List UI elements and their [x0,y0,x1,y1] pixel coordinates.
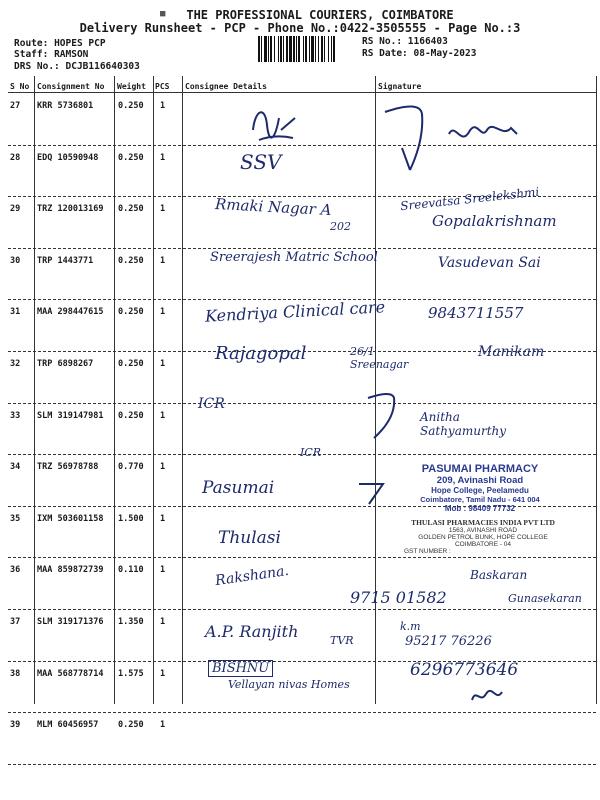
stamp-line: GST NUMBER : [404,548,451,555]
rs-no-label: RS No.: [362,36,403,47]
document-title: THE PROFESSIONAL COURIERS, COIMBATORE [186,8,454,22]
row-pcs: 1 [160,462,166,473]
handwritten-consignee-36: Thulasi [218,528,281,548]
row-consignment-number: MAA 568778714 [37,668,104,679]
drs-label: DRS No.: [14,61,60,72]
handwritten-consignee-32: Rajagopal [215,343,307,364]
stamp-line: 1563, AVINASHI ROAD [448,527,518,534]
signature-scribble [380,100,440,180]
handwritten-note-38: TVR [330,634,354,647]
barcode-bar [311,36,314,62]
handwritten-consignee-29: Rmaki Nagar A [214,194,332,220]
row-serial-number: 33 [10,410,21,421]
barcode [258,36,358,62]
row-serial-number: 38 [10,668,21,679]
row-pcs: 1 [160,720,166,731]
row-consignment-number: EDQ 10590948 [37,152,99,163]
row-pcs: 1 [160,410,166,421]
col-header-consignee: Consignee Details [185,82,267,91]
handwritten-phone-37: 9715 01582 [350,588,447,607]
handwritten-phone-31: 9843711557 [428,304,524,322]
row-serial-number: 32 [10,359,21,369]
row-pcs: 1 [160,617,166,627]
handwritten-signature-34: Anitha Sathyamurthy [420,410,507,438]
staff-line [14,49,88,60]
row-separator [8,609,596,610]
row-weight: 0.250 [118,101,144,111]
row-weight: 1.350 [118,617,144,627]
barcode-bar [283,36,284,62]
row-weight: 0.250 [118,720,144,731]
handwritten-consignee-35: Pasumai [202,478,275,498]
document-subtitle: Delivery Runsheet - PCP - Phone No.:0422-3505555 - Page No.:3 [79,21,521,35]
barcode-bar [298,36,300,62]
handwritten-signature-29b: Gopalakrishnam [432,212,557,230]
barcode-bar [305,36,307,62]
row-consignment-number: TRP 6898267 [37,359,94,369]
drs-line [14,61,140,72]
stamp-line: Hope College, Peelamedu [431,486,529,495]
handwritten-consignee-39: BISHNU [208,660,273,677]
handwritten-signature-37: Baskaran [470,568,528,582]
delivery-table [8,76,598,731]
barcode-bar [278,36,279,62]
route-value: HOPES PCP [54,38,106,49]
handwritten-note-29: 202 [330,220,351,233]
row-serial-number: 36 [10,565,21,576]
stamp-name: PASUMAI PHARMACY [421,463,539,475]
barcode-bar [321,36,323,62]
barcode-bar [270,36,272,62]
row-separator [8,403,596,404]
row-separator [8,248,596,249]
route-label: Route: [14,38,49,49]
col-header-signature: Signature [378,82,422,91]
staff-value: RAMSON [54,49,89,60]
handwritten-consignee-30: Sreerajesh Matric School [210,250,378,265]
row-weight: 0.250 [118,307,144,318]
barcode-bar [280,36,282,62]
handwritten-consignee-34: ICR [300,446,322,459]
signature-scribble [360,388,420,448]
row-consignment-number: MAA 298447615 [37,307,104,318]
rs-date-label: RS Date: [362,48,408,59]
barcode-bar [333,36,335,62]
thulasi-pharmacies-stamp [378,518,588,555]
row-consignment-number: SLM 319171376 [37,617,104,627]
barcode-bar [268,36,269,62]
handwritten-note-32: 26/1 Sreenagar [350,345,409,371]
staff-label: Staff: [14,49,49,60]
row-consignment-number: TRZ 56978788 [37,462,99,473]
col-header-sno: S No [10,82,30,91]
row-weight: 0.250 [118,152,144,163]
barcode-bar [309,36,310,62]
row-weight: 0.770 [118,462,144,473]
row-serial-number: 31 [10,307,21,318]
barcode-bar [261,36,262,62]
stamp-line: Mob : 98409 77732 [444,504,516,513]
barcode-bar [331,36,332,62]
barcode-bar [318,36,319,62]
stamp-line: COIMBATORE - 04 [454,541,512,548]
row-separator [8,557,596,558]
row-weight: 0.110 [118,565,144,576]
barcode-bar [258,36,260,62]
row-pcs: 1 [160,255,166,266]
handwritten-consignee-28: SSV [240,150,282,174]
row-pcs: 1 [160,565,166,576]
handwritten-consignee-38: A.P. Ranjith [205,622,299,641]
row-pcs: 1 [160,307,166,318]
col-header-weight: Weight [117,82,146,91]
row-weight: 0.250 [118,359,144,369]
row-serial-number: 30 [10,255,21,266]
row-serial-number: 34 [10,462,21,473]
header-rule [8,92,596,93]
rs-no-line [362,36,448,47]
signature-scribble [468,686,508,706]
row-separator [8,764,596,765]
row-consignment-number: KRR 5736801 [37,101,94,111]
rs-date-line [362,48,476,59]
handwritten-phone-39: 6296773646 [410,660,519,680]
drs-value: DCJB116640303 [65,61,140,72]
row-consignment-number: MLM 60456957 [37,720,99,731]
row-weight: 0.250 [118,255,144,266]
row-separator [8,712,596,713]
row-serial-number: 39 [10,720,21,731]
stamp-line: Coimbatore, Tamil Nadu - 641 004 [420,495,540,504]
row-weight: 0.250 [118,204,144,215]
handwritten-signature-29a: Sreevatsa Sreelekshmi [399,184,540,214]
pasumai-pharmacy-stamp [395,463,565,513]
barcode-bar [303,36,304,62]
row-serial-number: 28 [10,152,21,163]
col-header-pcs: PCS [155,82,170,91]
punch-mark: ■ [160,9,166,19]
row-pcs: 1 [160,668,166,679]
handwritten-signature-30: Vasudevan Sai [438,255,541,271]
row-pcs: 1 [160,101,166,111]
handwritten-note-39: Vellayan nivas Homes [228,678,350,691]
arrow-mark [355,478,395,508]
handwritten-consignee-37: Rakshana. [214,562,290,590]
row-pcs: 1 [160,204,166,215]
rs-no-value: 1166403 [407,36,448,47]
row-weight: 1.500 [118,513,144,524]
col-header-consignment: Consignment No [37,82,105,91]
handwritten-signature-37b: Gunasekaran [508,592,582,605]
row-weight: 1.575 [118,668,144,679]
barcode-bar [296,36,297,62]
column-divider [596,76,597,704]
row-serial-number: 37 [10,617,21,627]
rs-date-value: 08-May-2023 [413,48,477,59]
row-serial-number: 27 [10,101,21,111]
signature-scribble [445,120,525,150]
row-weight: 0.250 [118,410,144,421]
barcode-bar [286,36,288,62]
barcode-bar [289,36,292,62]
handwritten-consignee-33: ICR [198,396,225,412]
handwritten-signature-32: Manikam [478,344,545,360]
row-consignment-number: SLM 319147981 [37,410,104,421]
route-line [14,38,106,49]
stamp-line: GOLDEN PETROL BUNK, HOPE COLLEGE [418,534,548,541]
row-consignment-number: TRP 1443771 [37,255,94,266]
row-pcs: 1 [160,513,166,524]
row-consignment-number: MAA 859872739 [37,565,104,576]
row-separator [8,299,596,300]
row-serial-number: 29 [10,204,21,215]
barcode-bar [274,36,275,62]
stamp-name: THULASI PHARMACIES INDIA PVT LTD [411,518,555,527]
handwritten-consignee-31: Kendriya Clinical care [204,297,386,326]
row-pcs: 1 [160,152,166,163]
barcode-bar [264,36,267,62]
barcode-bar [324,36,325,62]
row-consignment-number: TRZ 120013169 [37,204,104,215]
row-pcs: 1 [160,359,166,369]
barcode-bar [315,36,316,62]
row-consignment-number: IXM 503601158 [37,513,104,524]
stamp-line: 209, Avinashi Road [436,475,524,486]
barcode-bar [293,36,295,62]
handwritten-signature-38: k.m [400,620,421,633]
row-serial-number: 35 [10,513,21,524]
barcode-bar [328,36,329,62]
handwritten-phone-38: 95217 76226 [405,634,492,649]
